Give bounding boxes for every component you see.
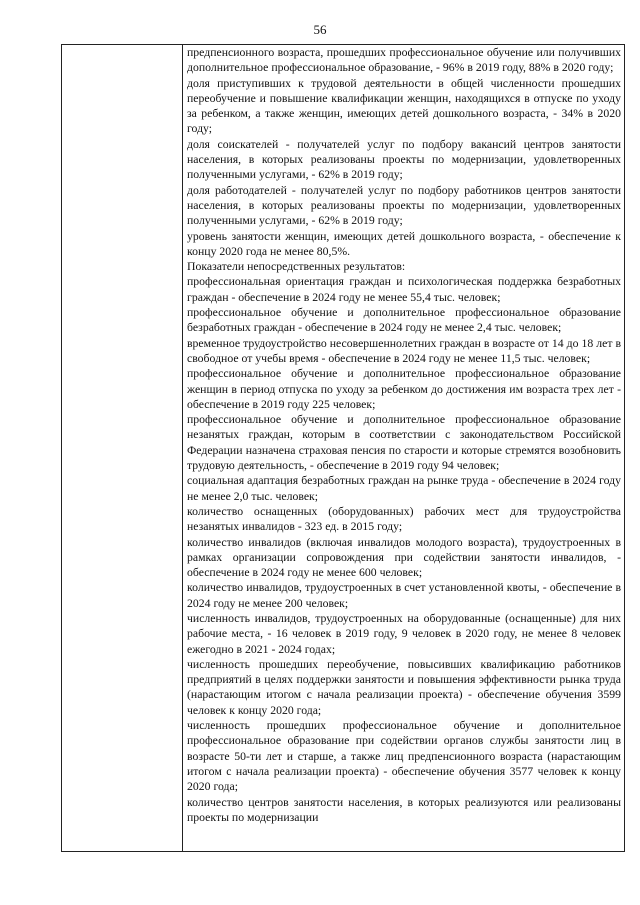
text-paragraph: численность прошедших профессиональное обучение и дополнительное профессиональное образование при содействии органов службы занятости лиц в возрасте 50-ти лет и старше, а также лиц предпенсионного возраста (нарастающим итогом с начала реализации проекта) - обеспечение обучения 3577 человек к концу 2020 года; — [187, 719, 621, 794]
text-paragraph: доля приступивших к трудовой деятельности в общей численности прошедших переобучение и повышение квалификации женщин, находящихся в отпуске по уходу за ребенком, а также женщин, имеющих детей дошкольного возраста, - 34% в 2020 году; — [187, 76, 621, 136]
text-paragraph: профессиональная ориентация граждан и психологическая поддержка безработных граждан - обеспечение в 2024 году не менее 55,4 тыс. человек; — [187, 275, 621, 304]
text-paragraph: численность инвалидов, трудоустроенных на оборудованные (оснащенные) для них рабочие места, - 16 человек в 2019 году, 9 человек в 2020 году, не менее 8 человек ежегодно в 2021 - 2024 годах; — [187, 611, 621, 656]
text-paragraph: количество центров занятости населения, в которых реализуются или реализованы проекты по модернизации — [187, 795, 621, 824]
text-paragraph: количество оснащенных (оборудованных) рабочих мест для трудоустройства незанятых инвалидов - 323 ед. в 2015 году; — [187, 504, 621, 534]
text-paragraph: профессиональное обучение и дополнительное профессиональное образование незанятых граждан, которым в соответствии с законодательством Российской Федерации назначена страховая пенсия по старости и которые стремятся возобновить трудовую деятельность, - обеспечение в 2019 году 94 человек; — [187, 413, 621, 473]
left-column-empty — [62, 45, 183, 851]
section-heading: Показатели непосредственных результатов: — [187, 260, 406, 274]
text-paragraph: численность прошедших переобучение, повысивших квалификацию работников предприятий в целях поддержки занятости и повышения эффективности рынка труда (нарастающим итогом с начала реализации проекта) - обеспечение обучения 3599 человек к концу 2020 года; — [187, 657, 621, 717]
text-paragraph: доля соискателей - получателей услуг по подбору вакансий центров занятости населения, в которых реализованы проекты по модернизации, удовлетворенных полученными услугами, - 62% в 2019 году; — [187, 137, 621, 182]
text-paragraph: доля работодателей - получателей услуг по подбору работников центров занятости населения, в которых реализованы проекты по модернизации, удовлетворенных полученными услугами, - 62% в 2019 году; — [187, 183, 621, 228]
document-table — [61, 44, 625, 852]
text-paragraph: уровень занятости женщин, имеющих детей дошкольного возраста, - обеспечение к концу 2020 года не менее 80,5%. — [187, 229, 621, 258]
right-column-text — [183, 45, 624, 851]
text-paragraph: профессиональное обучение и дополнительное профессиональное образование безработных граждан - обеспечение в 2024 году не менее 2,4 тыс. человек; — [187, 306, 621, 335]
text-paragraph: временное трудоустройство несовершеннолетних граждан в возрасте от 14 до 18 лет в свободное от учебы время - обеспечение в 2024 году не менее 11,5 тыс. человек; — [187, 336, 621, 365]
page-number: 56 — [313, 22, 327, 37]
text-paragraph: профессиональное обучение и дополнительное профессиональное образование женщин в период отпуска по уходу за ребенком до достижения им возраста трех лет - обеспечение в 2019 году 225 человек; — [187, 367, 621, 411]
text-paragraph: социальная адаптация безработных граждан на рынке труда - обеспечение в 2024 году не менее 2,0 тыс. человек; — [187, 474, 621, 503]
text-paragraph: количество инвалидов, трудоустроенных в счет установленной квоты, - обеспечение в 2024 году не менее 200 человек; — [187, 581, 621, 610]
text-paragraph: количество инвалидов (включая инвалидов молодого возраста), трудоустроенных в рамках организации сопровождения при содействии занятости инвалидов, - обеспечение в 2024 году не менее 600 человек; — [187, 535, 621, 580]
text-paragraph: предпенсионного возраста, прошедших профессиональное обучение или получивших дополнительное профессиональное образование, - 96% в 2019 году, 88% в 2020 году; — [187, 46, 621, 75]
